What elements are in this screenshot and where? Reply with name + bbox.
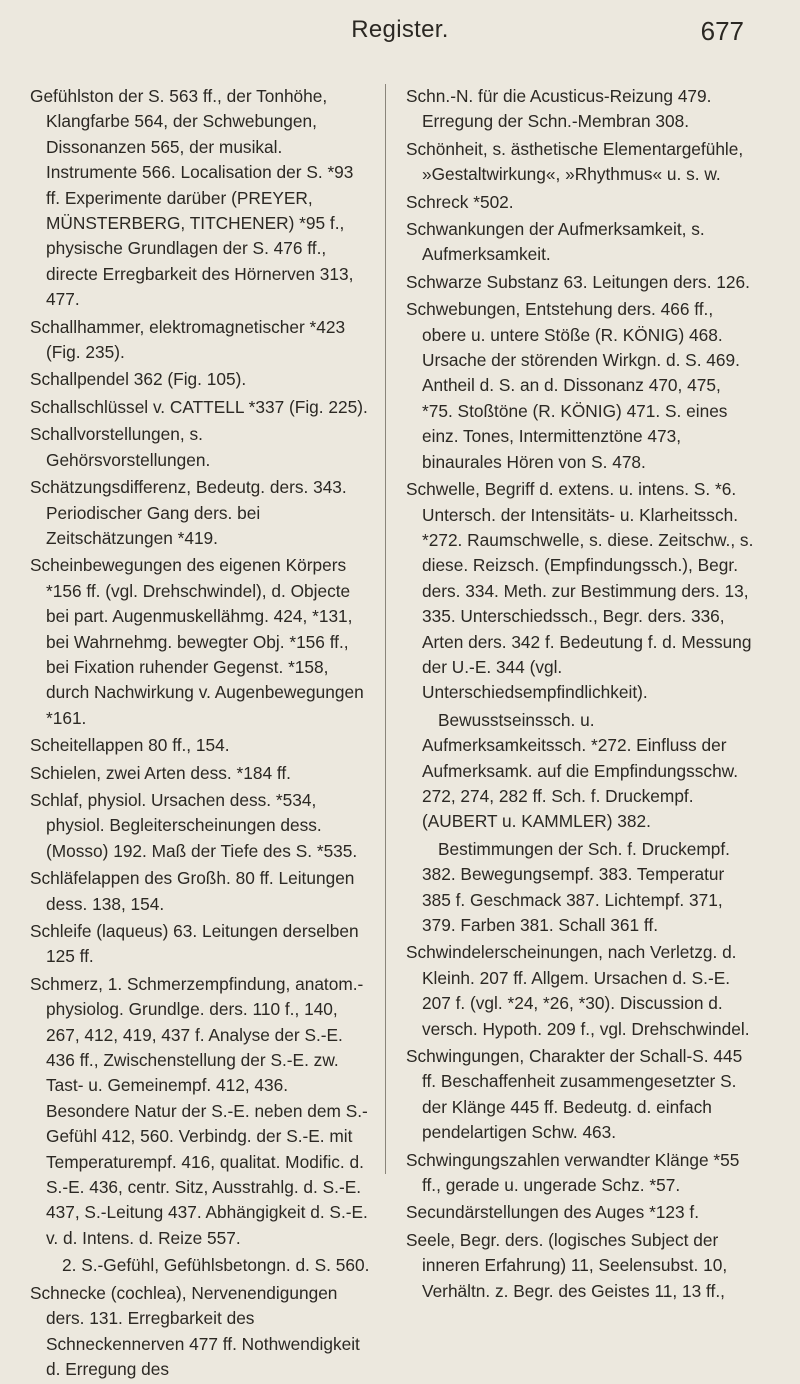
index-subentry-schmerz-gefuehl: 2. S.-Gefühl, Gefühlsbetongn. d. S. 560. bbox=[62, 1255, 370, 1276]
index-entry-schlaefelappen: Schläfelappen des Großh. 80 ff. Leitungen dess. 138, 154. bbox=[30, 868, 355, 914]
index-entry-schwarze-substanz: Schwarze Substanz 63. Leitungen ders. 126. bbox=[406, 271, 750, 292]
index-entry-schoenheit: Schönheit, s. ästhetische Elementargefühle, »Gestaltwirkung«, »Rhythmus« u. s. w. bbox=[406, 138, 744, 185]
index-entry-schallvorstellungen: Schallvorstellungen, s. Gehörsvorstellungen. bbox=[30, 424, 211, 470]
index-entry-schwelle: Schwelle, Begriff d. extens. u. intens. S. *6. Untersch. der Intensitäts- u. Klarheitssch. *272. Raumschwelle, s. diese. Zeitschw., s. diese. Reizsch. (Empfindungssch.), Begr. ders. 334. Meth. zur Bestimmung ders. 13, 335. Unterschiedssch., Begr. ders. 336, Arten ders. 342 f. Bedeutung f. d. Messung der U.-E. 344 (vgl. Unterschiedsempfindlichkeit). bbox=[406, 479, 754, 703]
index-entry-schlaf: Schlaf, physiol. Ursachen dess. *534, physiol. Begleiterscheinungen dess. (Mosso) 192. Maß der Tiefe des S. *535. bbox=[30, 789, 358, 861]
index-entry-schaetzungsdifferenz: Schätzungsdifferenz, Bedeutg. ders. 343. Periodischer Gang ders. bei Zeitschätzungen *419. bbox=[30, 477, 347, 548]
index-entry-schwingungen: Schwingungen, Charakter der Schall-S. 445 ff. Beschaffenheit zusammengesetzter S. der Klänge 445 ff. Bedeutg. d. einfach pendelartigen Schw. 463. bbox=[406, 1046, 743, 1143]
index-entry-schwindelerscheinungen: Schwindelerscheinungen, nach Verletzg. d. Kleinh. 207 ff. Allgem. Ursachen d. S.-E. 207 f. (vgl. *24, *26, *30). Discussion d. versch. Hypoth. 209 f., vgl. Drehschwindel. bbox=[406, 942, 750, 1039]
index-entry-schwebungen: Schwebungen, Entstehung ders. 466 ff., obere u. untere Stöße (R. KÖNIG) 468. Ursache der störenden Wirkgn. d. S. 469. Antheil d. S. an d. Dissonanz 470, 475, *75. Stoßtöne (R. KÖNIG) 471. S. eines einz. Tones, Intermittenztöne 473, binaurales Hören von S. 478. bbox=[406, 299, 740, 472]
index-entry-schreck: Schreck *502. bbox=[406, 191, 514, 212]
index-entry-schallschluessel: Schallschlüssel v. CATTELL *337 (Fig. 225). bbox=[30, 396, 368, 417]
index-entry-schwingungszahlen: Schwingungszahlen verwandter Klänge *55 ff., gerade u. ungerade Schz. *57. bbox=[406, 1149, 740, 1196]
index-entry-secundaerstellungen: Secundärstellungen des Auges *123 f. bbox=[406, 1202, 700, 1223]
index-entry-schallpendel: Schallpendel 362 (Fig. 105). bbox=[30, 369, 247, 390]
left-column bbox=[30, 84, 370, 1384]
index-entry-schleife: Schleife (laqueus) 63. Leitungen derselben 125 ff. bbox=[30, 921, 359, 967]
index-subentry-bestimmungen: Bestimmungen der Sch. f. Druckempf. 382. Bewegungsempf. 383. Temperatur 385 f. Geschmack 387. Lichtempf. 371, 379. Farben 381. Schall 361 ff. bbox=[422, 838, 730, 935]
column-divider bbox=[385, 84, 386, 1174]
index-entry-scheitellappen: Scheitellappen 80 ff., 154. bbox=[30, 735, 230, 756]
page-number: 677 bbox=[700, 16, 744, 46]
index-entry-schielen: Schielen, zwei Arten dess. *184 ff. bbox=[30, 762, 291, 783]
index-entry-scheinbewegungen: Scheinbewegungen des eigenen Körpers *156 ff. (vgl. Drehschwindel), d. Objecte bei part. Augenmuskellähmg. 424, *131, bei Wahrnehmg. bewegter Obj. *156 ff., bei Fixation ruhender Gegenst. *158, durch Nachwirkung v. Augenbewegungen *161. bbox=[30, 555, 364, 728]
index-entry-schmerz: Schmerz, 1. Schmerzempfindung, anatom.-physiolog. Grundlge. ders. 110 f., 140, 267, 412, 419, 437 f. Analyse der S.-E. 436 ff., Zwischenstellung der S.-E. zw. Tast- u. Gemeinempf. 412, 436. Besondere Natur der S.-E. neben dem S.-Gefühl 412, 560. Verbindg. der S.-E. mit Temperaturempf. 416, qualitat. Modific. d. S.-E. 436, centr. Sitz, Ausstrahlg. d. S.-E. 437, S.-Leitung 437. Abhängigkeit d. S.-E. v. d. Intens. d. Reize 557. bbox=[30, 973, 368, 1248]
index-entry-schnecke: Schnecke (cochlea), Nervenendigungen ders. 131. Erregbarkeit des Schneckennerven 477 ff. Nothwendigkeit d. Erregung des bbox=[30, 1282, 360, 1379]
index-entry-schnecke-continued: Schn.-N. für die Acusticus-Reizung 479. Erregung der Schn.-Membran 308. bbox=[406, 86, 712, 132]
right-column bbox=[406, 84, 756, 1306]
index-entry-seele: Seele, Begr. ders. (logisches Subject der inneren Erfahrung) 11, Seelensubst. 10, Verhältn. z. Begr. des Geistes 11, 13 ff., bbox=[406, 1229, 728, 1301]
running-title: Register. bbox=[351, 16, 449, 43]
index-entry-gefuehlston: Gefühlston der S. 563 ff., der Tonhöhe, Klangfarbe 564, der Schwebungen, Dissonanzen 565, der musikal. Instrumente 566. Localisation der S. *93 ff. Experimente darüber (PREYER, MÜNSTERBERG, TITCHENER) *95 f., physische Grundlagen der S. 476 ff., directe Erregbarkeit des Hörnerven 313, 477. bbox=[30, 86, 354, 310]
index-subentry-bewusstseinsschwelle: Bewusstseinssch. u. Aufmerksamkeitssch. *272. Einfluss der Aufmerksamk. auf die Empfindungsschw. 272, 274, 282 ff. Sch. f. Druckempf. (AUBERT u. KAMMLER) 382. bbox=[422, 709, 739, 832]
index-entry-schwankungen: Schwankungen der Aufmerksamkeit, s. Aufmerksamkeit. bbox=[406, 219, 705, 265]
index-entry-schallhammer: Schallhammer, elektromagnetischer *423 (Fig. 235). bbox=[30, 316, 346, 363]
